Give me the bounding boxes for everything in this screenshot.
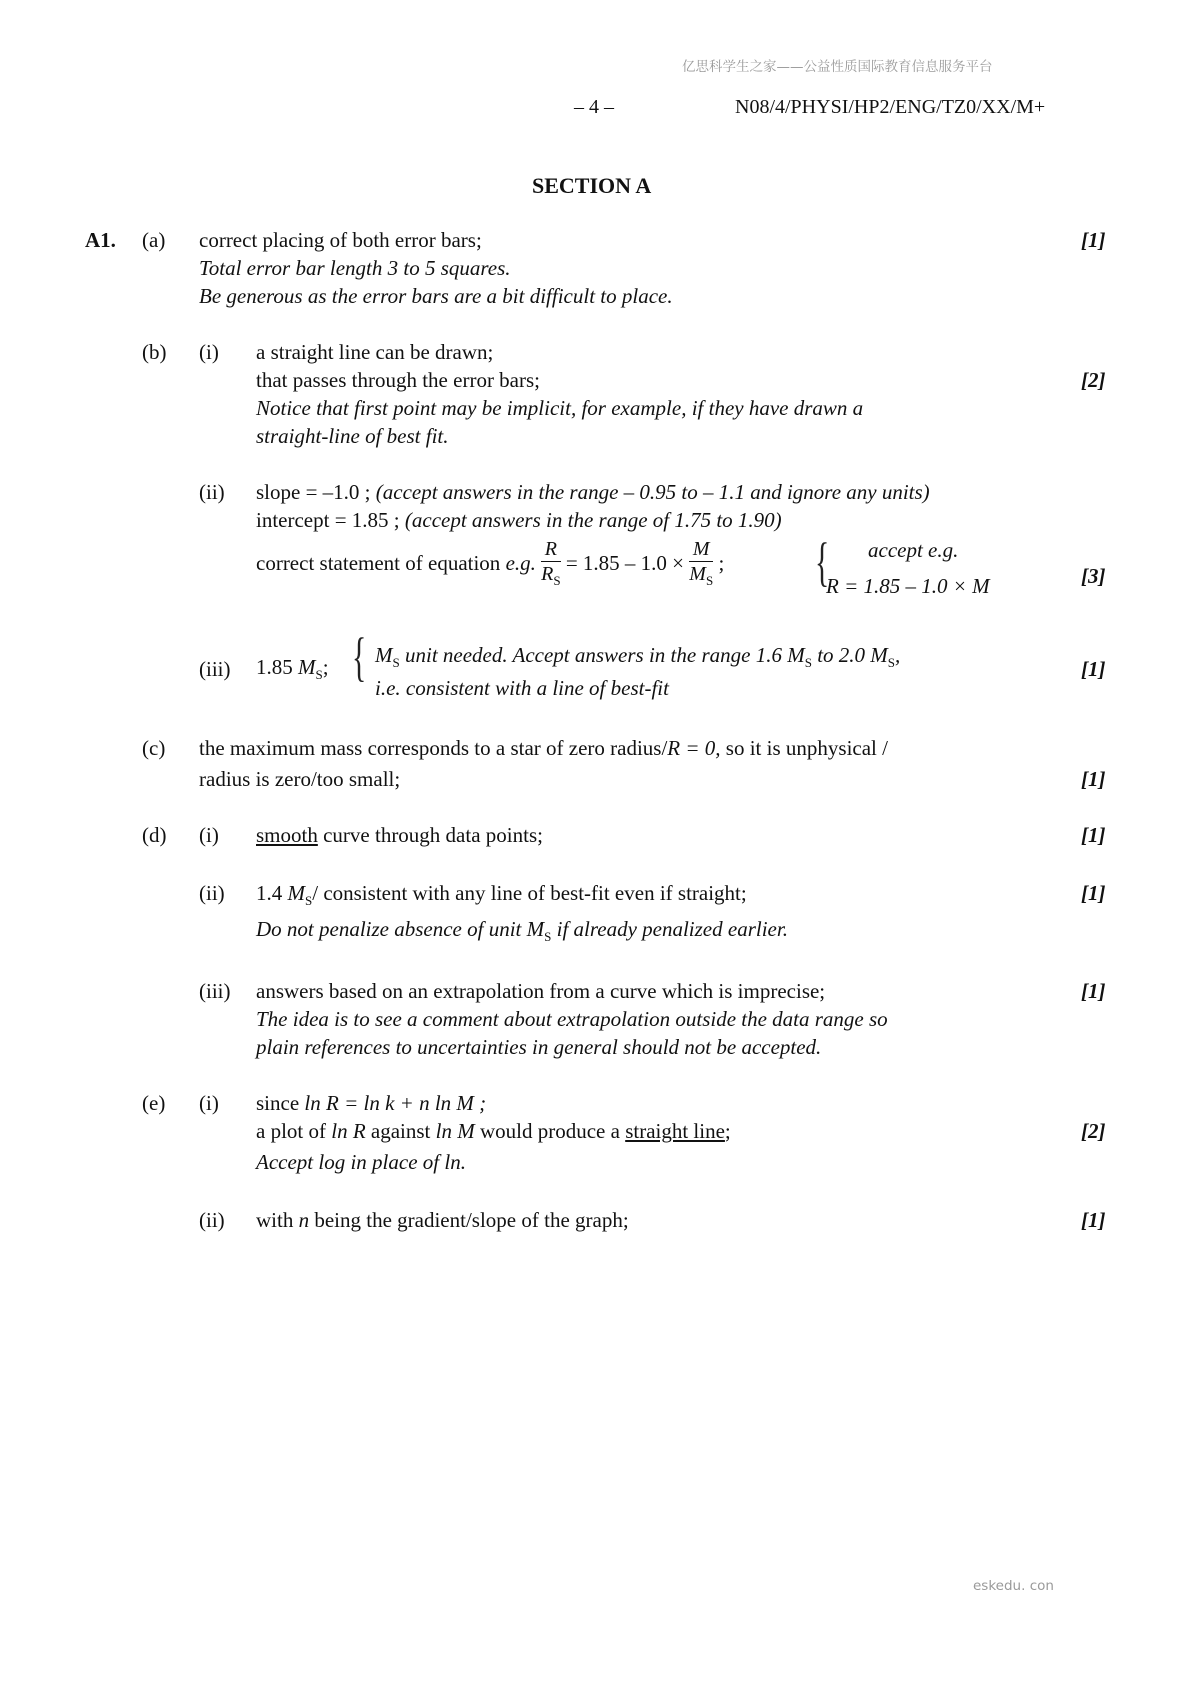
- part-e-i-line3: Accept log in place of ln.: [256, 1150, 466, 1174]
- unit-m: M: [870, 643, 888, 667]
- subscript-s: S: [705, 573, 714, 588]
- part-b-iii-answer: [256, 655, 329, 683]
- equation-eg: e.g.: [505, 550, 536, 575]
- part-b-i-mark: [2]: [1081, 368, 1106, 392]
- part-d-iii-line1: answers based on an extrapolation from a curve which is imprecise;: [256, 979, 826, 1003]
- note-text-b: if already penalized earlier.: [556, 917, 788, 941]
- question-label: A1.: [85, 228, 116, 252]
- subscript-s: S: [315, 667, 323, 683]
- answer-value: 1.4: [256, 881, 283, 905]
- fraction-numerator: R: [541, 537, 560, 562]
- section-title: SECTION A: [532, 173, 652, 198]
- ln-m: ln M: [435, 1119, 475, 1143]
- part-b-i-label: (i): [199, 340, 219, 364]
- part-b-i-line4: straight-line of best fit.: [256, 424, 449, 448]
- part-b-i-line1: a straight line can be drawn;: [256, 340, 494, 364]
- part-b-iii-label: (iii): [199, 657, 231, 681]
- slope-note: (accept answers in the range – 0.95 to – 1.1 and ignore any units): [375, 480, 930, 504]
- underlined-smooth: smooth: [256, 823, 318, 847]
- unit-m: M: [787, 643, 805, 667]
- since-text: since: [256, 1091, 300, 1115]
- part-a-mark: [1]: [1081, 228, 1106, 252]
- fraction-denominator: M: [689, 563, 706, 585]
- watermark-top: 亿思科学生之家——公益性质国际教育信息服务平台: [682, 59, 993, 75]
- plot-text-a: a plot of: [256, 1119, 326, 1143]
- note1-text-a: unit needed. Accept answers in the range 1.6: [404, 643, 782, 667]
- part-a-line2: Total error bar length 3 to 5 squares.: [199, 256, 511, 280]
- part-b-label: (b): [142, 340, 167, 364]
- with-text: with: [256, 1208, 294, 1232]
- fraction-numerator: M: [689, 537, 713, 562]
- accept-label: accept e.g.: [868, 538, 959, 562]
- unit-m: M: [526, 917, 545, 941]
- equation-line: [256, 537, 724, 593]
- part-a-line1: correct placing of both error bars;: [199, 228, 482, 252]
- unit-m: M: [375, 643, 393, 667]
- accept-equation: R = 1.85 – 1.0 × M: [826, 574, 990, 598]
- part-e-i-line2: [256, 1119, 731, 1144]
- subscript-s: S: [392, 655, 400, 671]
- answer-value: 1.85: [256, 655, 293, 679]
- unit-m: M: [287, 881, 305, 905]
- part-c-label: (c): [142, 736, 166, 760]
- part-b-i-line3: Notice that first point may be implicit, for example, if they have drawn a: [256, 396, 864, 420]
- intercept-value: intercept = 1.85 ;: [256, 508, 400, 532]
- part-d-i-text: [256, 823, 543, 848]
- part-b-iii-note1: [375, 643, 900, 671]
- part-d-i-mark: [1]: [1081, 823, 1106, 847]
- part-d-i-rest: curve through data points;: [317, 823, 543, 847]
- part-d-iii-line2: The idea is to see a comment about extrapolation outside the data range so: [256, 1007, 888, 1031]
- part-e-ii-label: (ii): [199, 1208, 225, 1232]
- ln-r: ln R: [331, 1119, 366, 1143]
- equation-middle: = 1.85 – 1.0 ×: [565, 550, 685, 575]
- part-d-label: (d): [142, 823, 167, 847]
- fraction-denominator: R: [541, 563, 554, 585]
- part-a-line3: Be generous as the error bars are a bit difficult to place.: [199, 284, 673, 308]
- note-text-a: Do not penalize absence of unit: [256, 917, 522, 941]
- part-e-i-label: (i): [199, 1091, 219, 1115]
- subscript-s: S: [553, 573, 561, 588]
- watermark-bottom: eskedu. con: [973, 1578, 1054, 1594]
- underlined-straight-line: straight line: [625, 1119, 725, 1143]
- plot-text-b: against: [370, 1119, 431, 1143]
- intercept-line: [256, 508, 782, 533]
- part-d-ii-mark: [1]: [1081, 881, 1106, 905]
- subscript-s: S: [804, 655, 812, 671]
- part-e-i-mark: [2]: [1081, 1119, 1106, 1143]
- part-c-line1: [199, 736, 888, 761]
- page-number: – 4 –: [574, 96, 614, 118]
- part-d-ii-line1: [256, 881, 747, 909]
- part-e-i-line1: [256, 1091, 486, 1116]
- slope-line: [256, 480, 930, 505]
- part-e-label: (e): [142, 1091, 166, 1115]
- log-equation: ln R = ln k + n ln M ;: [304, 1091, 487, 1115]
- variable-n: n: [298, 1208, 310, 1232]
- note1-text-b: to 2.0: [817, 643, 866, 667]
- gradient-text: being the gradient/slope of the graph;: [314, 1208, 629, 1232]
- part-c-text-a: the maximum mass corresponds to a star of zero radius/: [199, 736, 668, 760]
- note1-text-c: ,: [895, 643, 901, 667]
- fraction-m-over-ms: [689, 537, 713, 593]
- left-brace: {: [352, 627, 367, 687]
- part-b-ii-label: (ii): [199, 480, 225, 504]
- part-d-ii-rest: / consistent with any line of best-fit even if straight;: [312, 881, 747, 905]
- equation-semicolon: ;: [718, 550, 725, 575]
- plot-text-d: ;: [724, 1119, 731, 1143]
- plot-text-c: would produce a: [479, 1119, 620, 1143]
- slope-value: slope = –1.0 ;: [256, 480, 371, 504]
- subscript-s: S: [887, 655, 896, 671]
- part-b-ii-mark: [3]: [1081, 564, 1106, 588]
- document-code: N08/4/PHYSI/HP2/ENG/TZ0/XX/M+: [735, 96, 1046, 118]
- part-c-equation: R = 0,: [667, 736, 721, 760]
- part-b-iii-note2: i.e. consistent with a line of best-fit: [375, 676, 669, 700]
- part-b-i-line2: that passes through the error bars;: [256, 368, 541, 392]
- part-d-ii-label: (ii): [199, 881, 225, 905]
- fraction-r-over-rs: [541, 537, 560, 593]
- part-b-iii-mark: [1]: [1081, 657, 1106, 681]
- subscript-s: S: [544, 929, 552, 945]
- part-d-ii-note: [256, 917, 788, 945]
- answer-semicolon: ;: [322, 655, 329, 679]
- part-c-mark: [1]: [1081, 767, 1106, 791]
- part-e-ii-text: [256, 1208, 629, 1233]
- left-brace: {: [815, 532, 830, 592]
- equation-prefix: correct statement of equation: [256, 550, 501, 575]
- subscript-s: S: [305, 893, 313, 909]
- part-d-iii-label: (iii): [199, 979, 231, 1003]
- part-c-text-c: so it is unphysical /: [725, 736, 888, 760]
- part-c-line2: radius is zero/too small;: [199, 767, 401, 791]
- part-e-ii-mark: [1]: [1081, 1208, 1106, 1232]
- answer-unit: M: [298, 655, 316, 679]
- part-d-i-label: (i): [199, 823, 219, 847]
- part-a-label: (a): [142, 228, 166, 252]
- intercept-note: (accept answers in the range of 1.75 to 1.90): [404, 508, 782, 532]
- part-d-iii-line3: plain references to uncertainties in general should not be accepted.: [256, 1035, 822, 1059]
- part-d-iii-mark: [1]: [1081, 979, 1106, 1003]
